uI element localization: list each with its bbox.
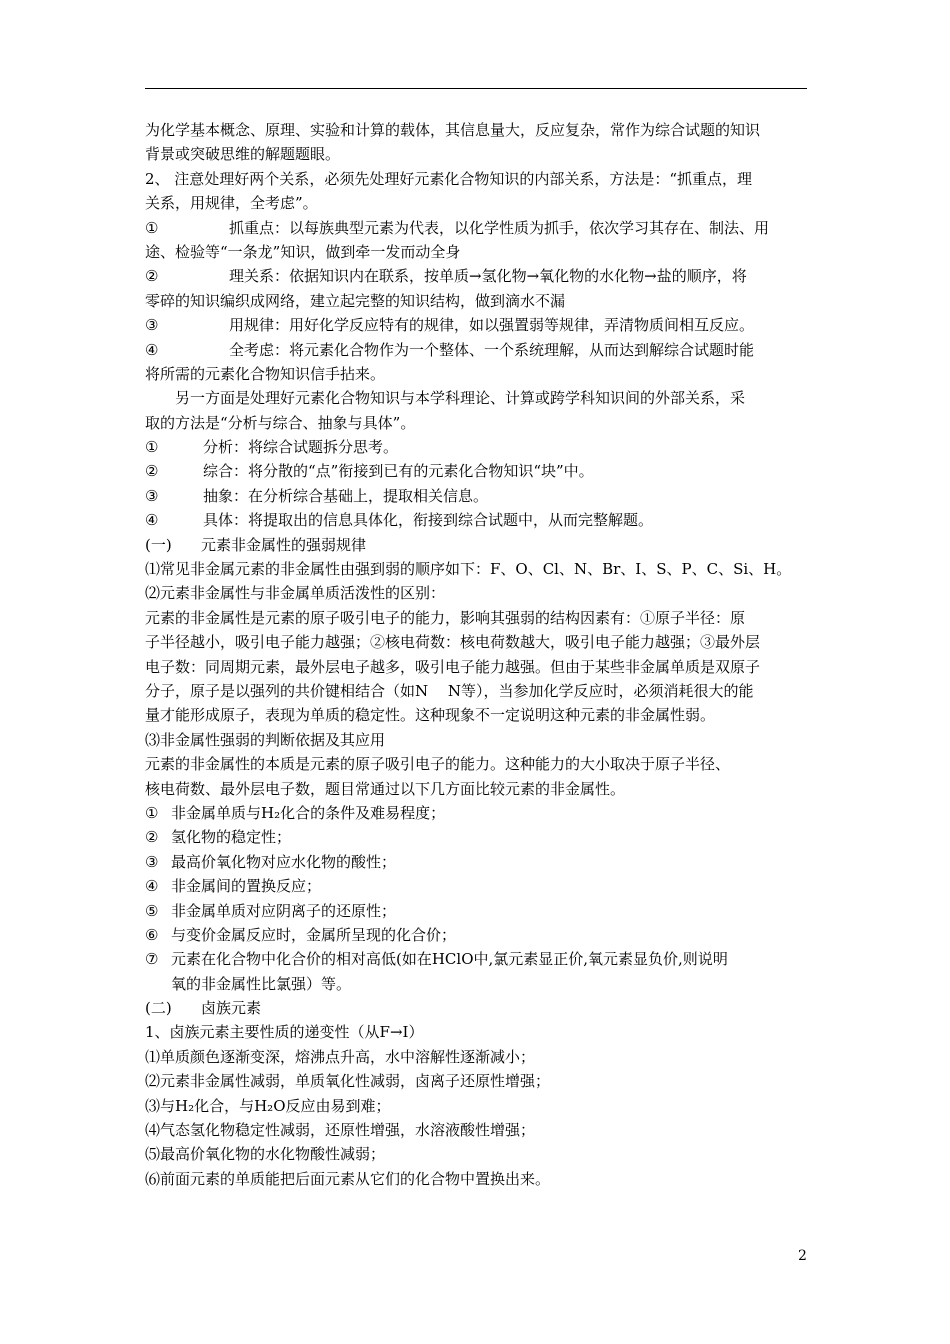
paragraph-line: ⑴常见非金属元素的非金属性由强到弱的顺序如下：F、O、Cl、N、Br、I、S、P、C、Si、H。 bbox=[145, 560, 792, 579]
list-item-text: 理关系：依据知识内在联系，按单质→氢化物→氧化物的水化物→盐的顺序，将 bbox=[229, 267, 747, 286]
list-item-text: 氢化物的稳定性； bbox=[171, 828, 292, 847]
list-marker: ③ bbox=[145, 852, 159, 871]
list-item-text: 具体：将提取出的信息具体化，衔接到综合试题中，从而完整解题。 bbox=[203, 511, 654, 530]
paragraph-line: 子半径越小，吸引电子能力越强；②核电荷数：核电荷数越大，吸引电子能力越强；③最外层 bbox=[145, 633, 761, 652]
list-item bbox=[145, 484, 807, 508]
list-marker: ② bbox=[145, 462, 159, 481]
list-item bbox=[145, 899, 807, 923]
section-number: (一) bbox=[145, 535, 172, 554]
paragraph-line: 元素的非金属性的本质是元素的原子吸引电子的能力。这种能力的大小取决于原子半径、 bbox=[145, 755, 731, 774]
list-marker: ⑥ bbox=[145, 925, 159, 944]
list-item bbox=[145, 801, 807, 825]
list-item-text: 非金属单质对应阴离子的还原性； bbox=[171, 901, 397, 920]
list-marker: ① bbox=[145, 438, 159, 457]
page-number: 2 bbox=[798, 1248, 807, 1264]
list-item bbox=[145, 435, 807, 459]
list-marker: ④ bbox=[145, 877, 159, 896]
section-title: 元素非金属性的强弱规律 bbox=[201, 535, 367, 554]
list-item-text: 非金属间的置换反应； bbox=[171, 877, 322, 896]
paragraph-line: 为化学基本概念、原理、实验和计算的载体，其信息量大，反应复杂，常作为综合试题的知识 bbox=[145, 121, 761, 139]
list-item bbox=[145, 338, 807, 362]
paragraph-line: 取的方法是“分析与综合、抽象与具体”。 bbox=[145, 413, 416, 432]
list-marker: ③ bbox=[145, 486, 159, 505]
list-item bbox=[145, 508, 807, 532]
list-item bbox=[145, 874, 807, 898]
list-item-text: 分析：将综合试题拆分思考。 bbox=[203, 438, 399, 457]
section-heading bbox=[145, 996, 807, 1020]
paragraph-line: 1、卤族元素主要性质的递变性（从F→I） bbox=[145, 1023, 424, 1042]
paragraph-line: 分子，原子是以强列的共价键相结合（如N N等），当参加化学反应时，必须消耗很大的能 bbox=[145, 681, 754, 700]
paragraph-line: 2、 注意处理好两个关系，必须先处理好元素化合物知识的内部关系，方法是：“抓重点，理 bbox=[145, 169, 752, 188]
list-item-text: 最高价氧化物对应水化物的酸性； bbox=[171, 852, 397, 871]
paragraph-line: 背景或突破思维的解题题眼。 bbox=[145, 145, 341, 164]
paragraph-line: 另一方面是处理好元素化合物知识与本学科理论、计算或跨学科知识间的外部关系，采 bbox=[175, 389, 746, 408]
paragraph-line: 电子数：同周期元素，最外层电子越多，吸引电子能力越强。但由于某些非金属单质是双原子 bbox=[145, 657, 761, 676]
list-item-text: 非金属单质与H₂化合的条件及难易程度； bbox=[171, 803, 446, 822]
paragraph-line: ⑴单质颜色逐渐变深，熔沸点升高，水中溶解性逐渐减小； bbox=[145, 1047, 536, 1066]
list-item bbox=[145, 947, 807, 971]
paragraph-line: ⑷气态氢化物稳定性减弱，还原性增强，水溶液酸性增强； bbox=[145, 1121, 536, 1140]
list-marker: ① bbox=[145, 803, 159, 822]
list-marker: ① bbox=[145, 218, 159, 237]
list-item bbox=[145, 459, 807, 483]
list-item-text: 与变价金属反应时，金属所呈现的化合价； bbox=[171, 925, 457, 944]
list-item bbox=[145, 850, 807, 874]
section-number: (二) bbox=[145, 999, 172, 1018]
paragraph-line: 途、检验等“一条龙”知识，做到牵一发而动全身 bbox=[145, 242, 461, 261]
paragraph-line: ⑵元素非金属性减弱，单质氧化性减弱，卤离子还原性增强； bbox=[145, 1072, 551, 1091]
section-title: 卤族元素 bbox=[201, 999, 262, 1018]
list-item bbox=[145, 216, 807, 240]
paragraph-line: ⑵元素非金属性与非金属单质活泼性的区别： bbox=[145, 584, 446, 603]
paragraph-line: 元素的非金属性是元素的原子吸引电子的能力，影响其强弱的结构因素有：①原子半径：原 bbox=[145, 608, 746, 627]
list-item-text: 全考虑：将元素化合物作为一个整体、一个系统理解，从而达到解综合试题时能 bbox=[229, 340, 755, 359]
paragraph-line: 零碎的知识编织成网络，建立起完整的知识结构，做到滴水不漏 bbox=[145, 291, 566, 310]
paragraph-line: ⑶与H₂化合，与H₂O反应由易到难； bbox=[145, 1096, 391, 1115]
list-item bbox=[145, 923, 807, 947]
paragraph-line: ⑸最高价氧化物的水化物酸性减弱； bbox=[145, 1145, 386, 1164]
list-marker: ⑦ bbox=[145, 950, 159, 969]
header-rule bbox=[145, 88, 807, 89]
list-marker: ② bbox=[145, 267, 159, 286]
list-item-text: 抽象：在分析综合基础上，提取相关信息。 bbox=[203, 486, 489, 505]
list-marker: ③ bbox=[145, 316, 159, 335]
paragraph-line: 将所需的元素化合物知识信手拈来。 bbox=[145, 364, 386, 383]
paragraph-line: 量才能形成原子，表现为单质的稳定性。这种现象不一定说明这种元素的非金属性弱。 bbox=[145, 706, 716, 725]
section-heading bbox=[145, 533, 807, 557]
list-marker: ② bbox=[145, 828, 159, 847]
list-item-text: 综合：将分散的“点”衔接到已有的元素化合物知识“块”中。 bbox=[203, 462, 594, 481]
list-marker: ④ bbox=[145, 511, 159, 530]
list-item bbox=[145, 825, 807, 849]
paragraph-line: 关系，用规律，全考虑”。 bbox=[145, 194, 318, 213]
list-marker: ④ bbox=[145, 340, 159, 359]
paragraph-line: 氧的非金属性比氯强）等。 bbox=[171, 974, 352, 993]
paragraph-line: ⑶非金属性强弱的判断依据及其应用 bbox=[145, 730, 386, 749]
list-item bbox=[145, 313, 807, 337]
paragraph-line: ⑹前面元素的单质能把后面元素从它们的化合物中置换出来。 bbox=[145, 1169, 551, 1188]
document-body bbox=[145, 118, 807, 1191]
list-item-text: 抓重点：以每族典型元素为代表，以化学性质为抓手，依次学习其存在、制法、用 bbox=[229, 218, 770, 237]
list-item-text: 元素在化合物中化合价的相对高低(如在HClO中,氯元素显正价,氧元素显负价,则说明 bbox=[171, 950, 728, 969]
list-item bbox=[145, 264, 807, 288]
paragraph-line: 核电荷数、最外层电子数，题目常通过以下几方面比较元素的非金属性。 bbox=[145, 779, 626, 798]
list-item-text: 用规律：用好化学反应特有的规律，如以强置弱等规律，弄清物质间相互反应。 bbox=[229, 316, 755, 335]
list-marker: ⑤ bbox=[145, 901, 159, 920]
